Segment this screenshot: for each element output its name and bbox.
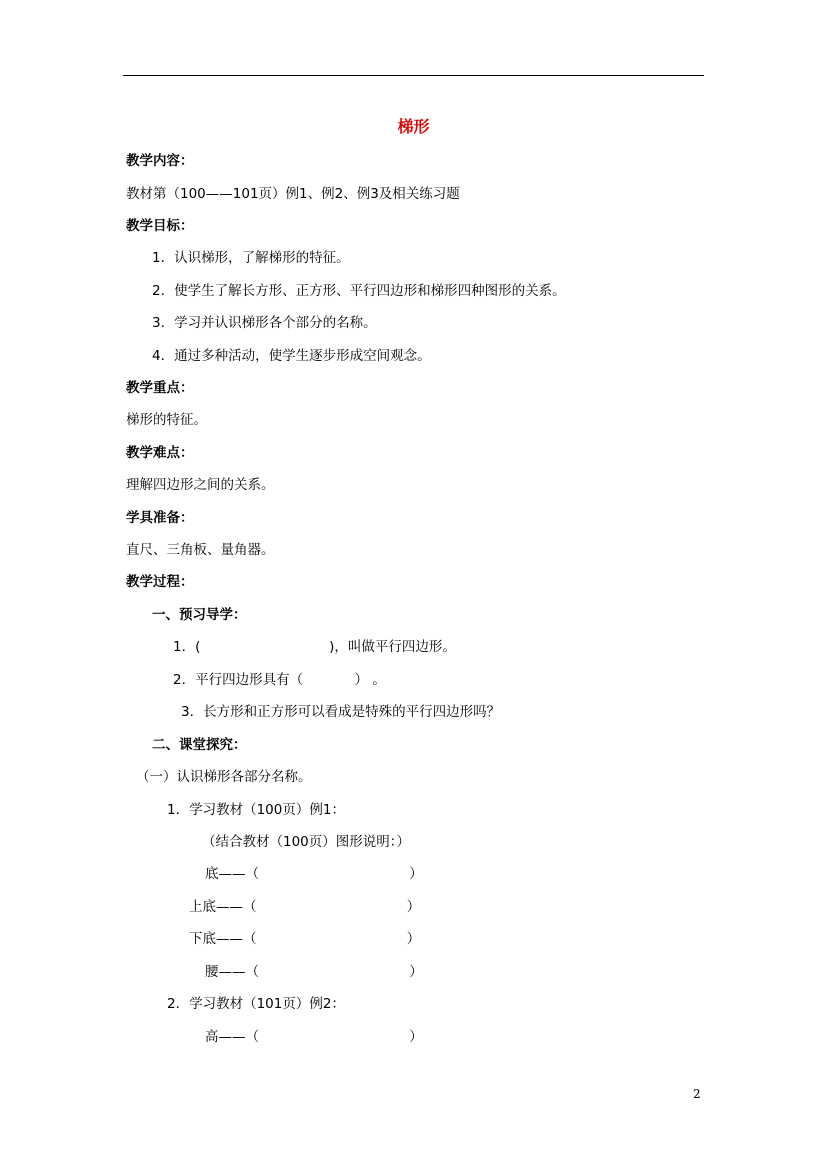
section-heading: 教学难点： [126,445,194,461]
body-text-line: 直尺、三角板、量角器。 [126,542,275,558]
body-text-line: （一）认识梯形各部分名称。 [136,769,312,785]
body-text-line: 1．学习教材（100页）例1： [167,802,345,818]
section-heading: 教学目标： [126,218,194,234]
body-text-line: 3．长方形和正方形可以看成是特殊的平行四边形吗？ [181,704,501,720]
body-text-line: 下底——（ ） [189,931,421,947]
body-text-line: 梯形的特征。 [126,412,207,428]
body-text-line: 1．( )，叫做平行四边形。 [173,639,456,655]
page-number: 2 [693,1087,701,1101]
body-text-line: 理解四边形之间的关系。 [126,477,275,493]
document-title: 梯形 [397,117,430,136]
body-text-line: 4．通过多种活动，使学生逐步形成空间观念。 [152,348,431,364]
body-text-line: 2．学习教材（101页）例2： [167,996,345,1012]
section-heading: 二、课堂探究： [152,737,247,753]
body-text-line: 1．认识梯形，了解梯形的特征。 [152,250,350,266]
body-text-line: 底——（ ） [205,866,423,882]
body-text-line: 上底——（ ） [189,899,421,915]
body-text-line: 2．平行四边形具有（ ） 。 [173,672,386,688]
section-heading: 一、预习导学： [152,607,247,623]
section-heading: 教学内容： [126,153,194,169]
header-rule [123,75,704,76]
section-heading: 学具准备： [126,510,194,526]
section-heading: 教学重点： [126,380,194,396]
body-text-line: （结合教材（100页）图形说明：） [202,834,411,850]
body-text-line: 腰——（ ） [205,964,423,980]
body-text-line: 教材第（100——101页）例1、例2、例3及相关练习题 [126,186,460,202]
body-text-line: 高——（ ） [205,1029,423,1045]
body-text-line: 3．学习并认识梯形各个部分的名称。 [152,315,377,331]
body-text-line: 2．使学生了解长方形、正方形、平行四边形和梯形四种图形的关系。 [152,283,566,299]
section-heading: 教学过程： [126,574,194,590]
